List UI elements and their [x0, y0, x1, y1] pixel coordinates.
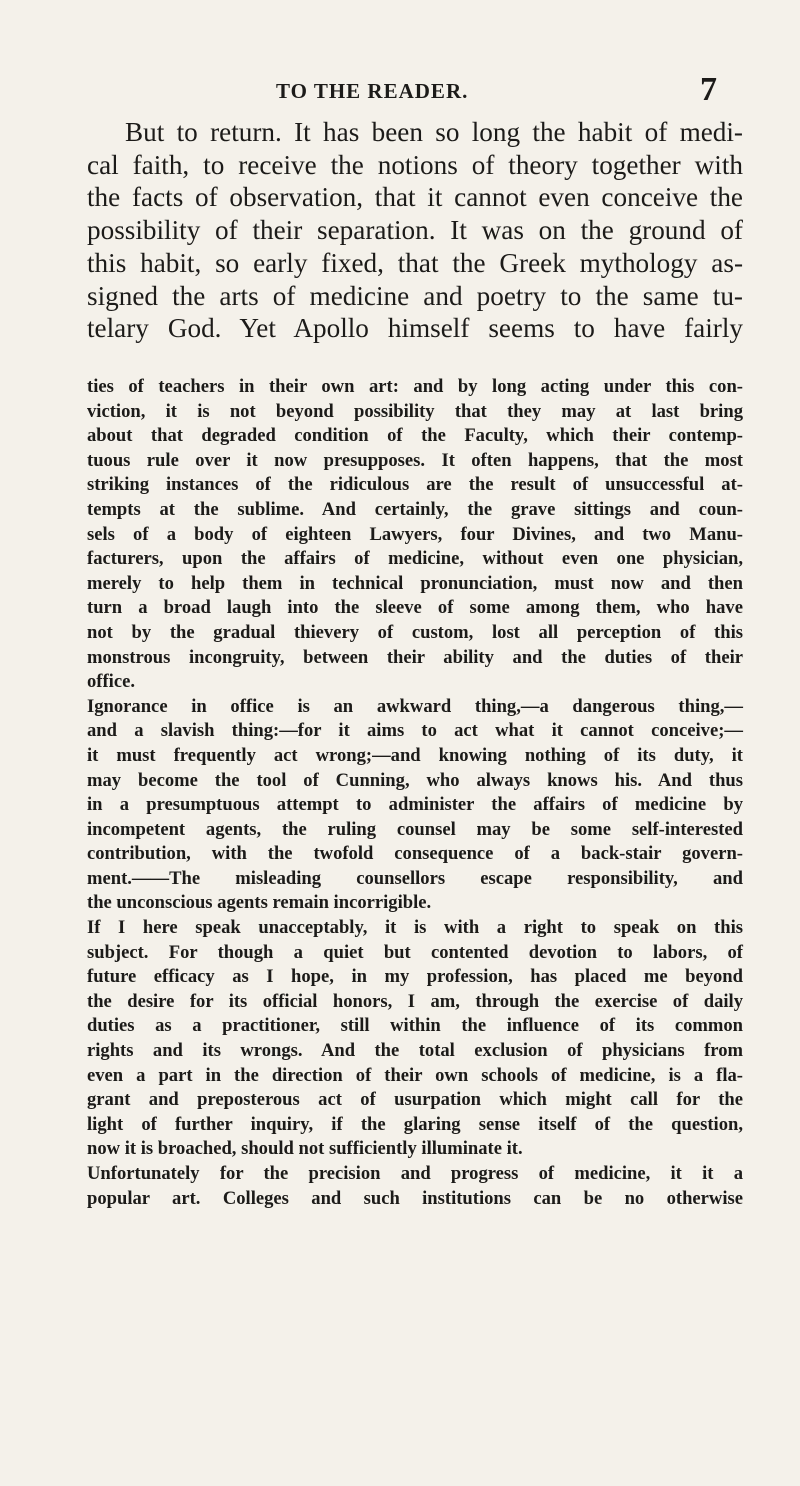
footnote-line: grant and preposterous act of usurpation which might call for the	[87, 1089, 743, 1111]
footnote-line: monstrous incongruity, between their ability and the duties of their	[87, 646, 743, 668]
footnote-line: sels of a body of eighteen Lawyers, four Divines, and two Manu-	[87, 523, 743, 545]
footnote-line: about that degraded condition of the Faculty, which their contemp-	[87, 425, 743, 447]
footnote-line: tuous rule over it now presupposes. It often happens, that the most	[87, 449, 743, 471]
footnote-line: office.	[87, 671, 136, 693]
running-title: TO THE READER.	[276, 79, 469, 103]
footnote-line: popular art. Colleges and such institutions can be no otherwise	[87, 1187, 743, 1209]
footnote-line: contribution, with the twofold consequence of a back-stair govern-	[87, 843, 743, 865]
lead-paragraph	[87, 116, 743, 345]
lead-line: telary God. Yet Apollo himself seems to have fairly	[87, 313, 743, 344]
footnote-line: ment.——The misleading counsellors escape responsibility, and	[87, 867, 743, 889]
footnote-line: ties of teachers in their own art: and by long acting under this con-	[87, 376, 743, 397]
footnote-line: not by the gradual thievery of custom, lost all perception of this	[87, 621, 743, 643]
footnote-line: in a presumptuous attempt to administer the affairs of medicine by	[87, 794, 743, 816]
footnote-line: merely to help them in technical pronunciation, must now and then	[87, 572, 743, 594]
lead-line: this habit, so early fixed, that the Greek mythology as-	[87, 247, 743, 278]
footnote-line: tempts at the sublime. And certainly, the grave sittings and coun-	[87, 498, 743, 520]
footnote-line: striking instances of the ridiculous are the result of unsuccessful at-	[87, 474, 743, 496]
footnote-line: Ignorance in office is an awkward thing,—a dangerous thing,—	[87, 695, 743, 717]
footnote-line: duties as a practitioner, still within the influence of its common	[87, 1015, 743, 1037]
footnote-line: it must frequently act wrong;—and knowing nothing of its duty, it	[87, 744, 743, 766]
footnote-line: viction, it is not beyond possibility that they may at last bring	[87, 400, 743, 422]
footnote-text	[87, 375, 743, 1211]
footnote-line: future efficacy as I hope, in my profession, has placed me beyond	[87, 966, 743, 988]
footnote-line: may become the tool of Cunning, who always knows his. And thus	[87, 769, 743, 791]
footnote-line: light of further inquiry, if the glaring sense itself of the question,	[87, 1113, 743, 1135]
page-number: 7	[700, 71, 717, 108]
running-head	[0, 71, 800, 108]
lead-line: But to return. It has been so long the habit of medi-	[125, 117, 743, 147]
footnote-line: incompetent agents, the ruling counsel may be some self-interested	[87, 818, 743, 840]
footnote-line: subject. For though a quiet but contented devotion to labors, of	[87, 941, 743, 963]
footnote-line: even a part in the direction of their own schools of medicine, is a fla-	[87, 1064, 743, 1086]
footnote-line: facturers, upon the affairs of medicine, without even one physician,	[87, 548, 743, 570]
lead-line: cal faith, to receive the notions of theory together with	[87, 149, 743, 180]
lead-line: the facts of observation, that it cannot even conceive the	[87, 182, 743, 213]
footnote-line: and a slavish thing:—for it aims to act what it cannot conceive;—	[87, 720, 743, 742]
footnote-line: Unfortunately for the precision and progress of medicine, it it a	[87, 1163, 743, 1184]
footnote-line: the desire for its official honors, I am, through the exercise of daily	[87, 990, 743, 1012]
footnote-line: now it is broached, should not sufficiently illuminate it.	[87, 1138, 523, 1160]
footnote-line: turn a broad laugh into the sleeve of some among them, who have	[87, 597, 743, 619]
footnote-line: the unconscious agents remain incorrigible.	[87, 892, 432, 914]
lead-line: possibility of their separation. It was on the ground of	[87, 215, 743, 246]
lead-line: signed the arts of medicine and poetry to the same tu-	[87, 280, 743, 311]
footnote-line: If I here speak unacceptably, it is with a right to speak on this	[87, 917, 743, 939]
footnote-line: rights and its wrongs. And the total exclusion of physicians from	[87, 1040, 743, 1062]
